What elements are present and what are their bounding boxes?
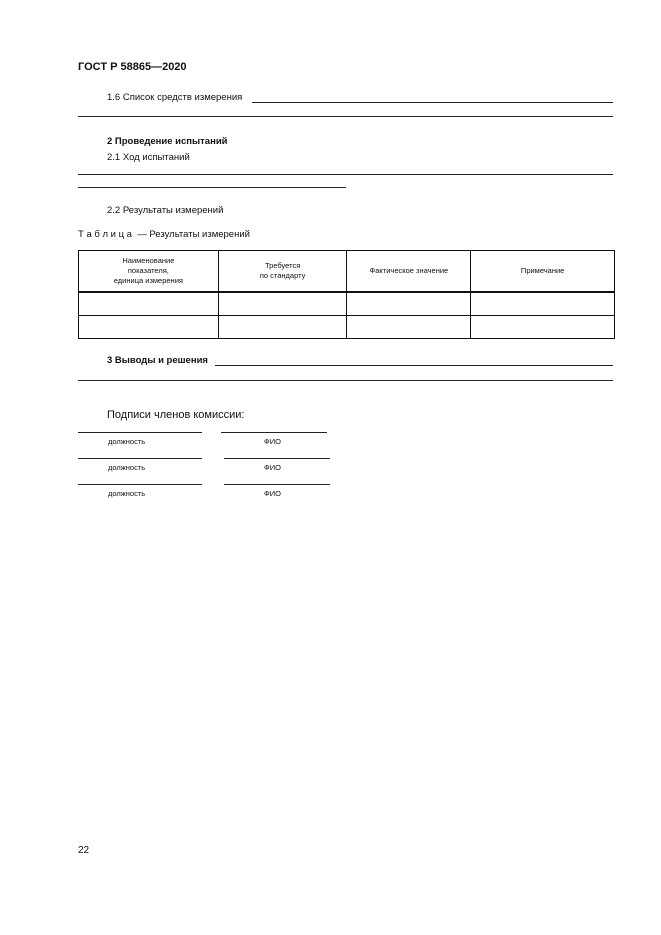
- column-header-required: Требуется по стандарту: [218, 251, 347, 293]
- column-header-indicator: Наименование показателя, единица измерения: [79, 251, 219, 293]
- position-line[interactable]: [78, 458, 202, 459]
- table-row: [79, 292, 615, 316]
- table-caption: [78, 229, 250, 240]
- table-header-row: [79, 251, 615, 293]
- section-2-2-label: 2.2 Результаты измерений: [107, 205, 224, 216]
- fill-line[interactable]: [252, 102, 613, 103]
- document-id: ГОСТ Р 58865—2020: [78, 61, 187, 73]
- name-line[interactable]: [224, 458, 330, 459]
- page-number: 22: [78, 845, 90, 856]
- column-header-note: Примечание: [471, 251, 615, 293]
- results-table: [78, 250, 615, 339]
- position-label: должность: [108, 437, 146, 446]
- table-cell[interactable]: [218, 316, 347, 339]
- position-label: должность: [108, 489, 146, 498]
- fill-line[interactable]: [78, 380, 613, 381]
- table-caption-prefix: Т а б л и ц а: [78, 229, 132, 240]
- fill-line[interactable]: [78, 187, 346, 188]
- signatures-title: Подписи членов комиссии:: [107, 409, 245, 421]
- section-1-6-label: 1.6 Список средств измерения: [107, 92, 243, 103]
- fill-line[interactable]: [78, 174, 613, 175]
- table-row: [79, 316, 615, 339]
- fill-line[interactable]: [215, 365, 613, 366]
- section-2-title: 2 Проведение испытаний: [107, 136, 228, 147]
- name-line[interactable]: [224, 484, 330, 485]
- column-header-actual: Фактическое значение: [347, 251, 471, 293]
- name-line[interactable]: [221, 432, 327, 433]
- name-label: ФИО: [264, 489, 281, 498]
- table-caption-title: — Результаты измерений: [137, 229, 250, 240]
- position-label: должность: [108, 463, 146, 472]
- position-line[interactable]: [78, 484, 202, 485]
- section-3-title: 3 Выводы и решения: [107, 355, 208, 366]
- name-label: ФИО: [264, 463, 281, 472]
- table-cell[interactable]: [471, 292, 615, 316]
- table-cell[interactable]: [471, 316, 615, 339]
- position-line[interactable]: [78, 432, 202, 433]
- name-label: ФИО: [264, 437, 281, 446]
- fill-line[interactable]: [78, 116, 613, 117]
- table-cell[interactable]: [79, 316, 219, 339]
- table-cell[interactable]: [218, 292, 347, 316]
- section-2-1-label: 2.1 Ход испытаний: [107, 152, 190, 163]
- table-cell[interactable]: [347, 316, 471, 339]
- table-cell[interactable]: [79, 292, 219, 316]
- table-cell[interactable]: [347, 292, 471, 316]
